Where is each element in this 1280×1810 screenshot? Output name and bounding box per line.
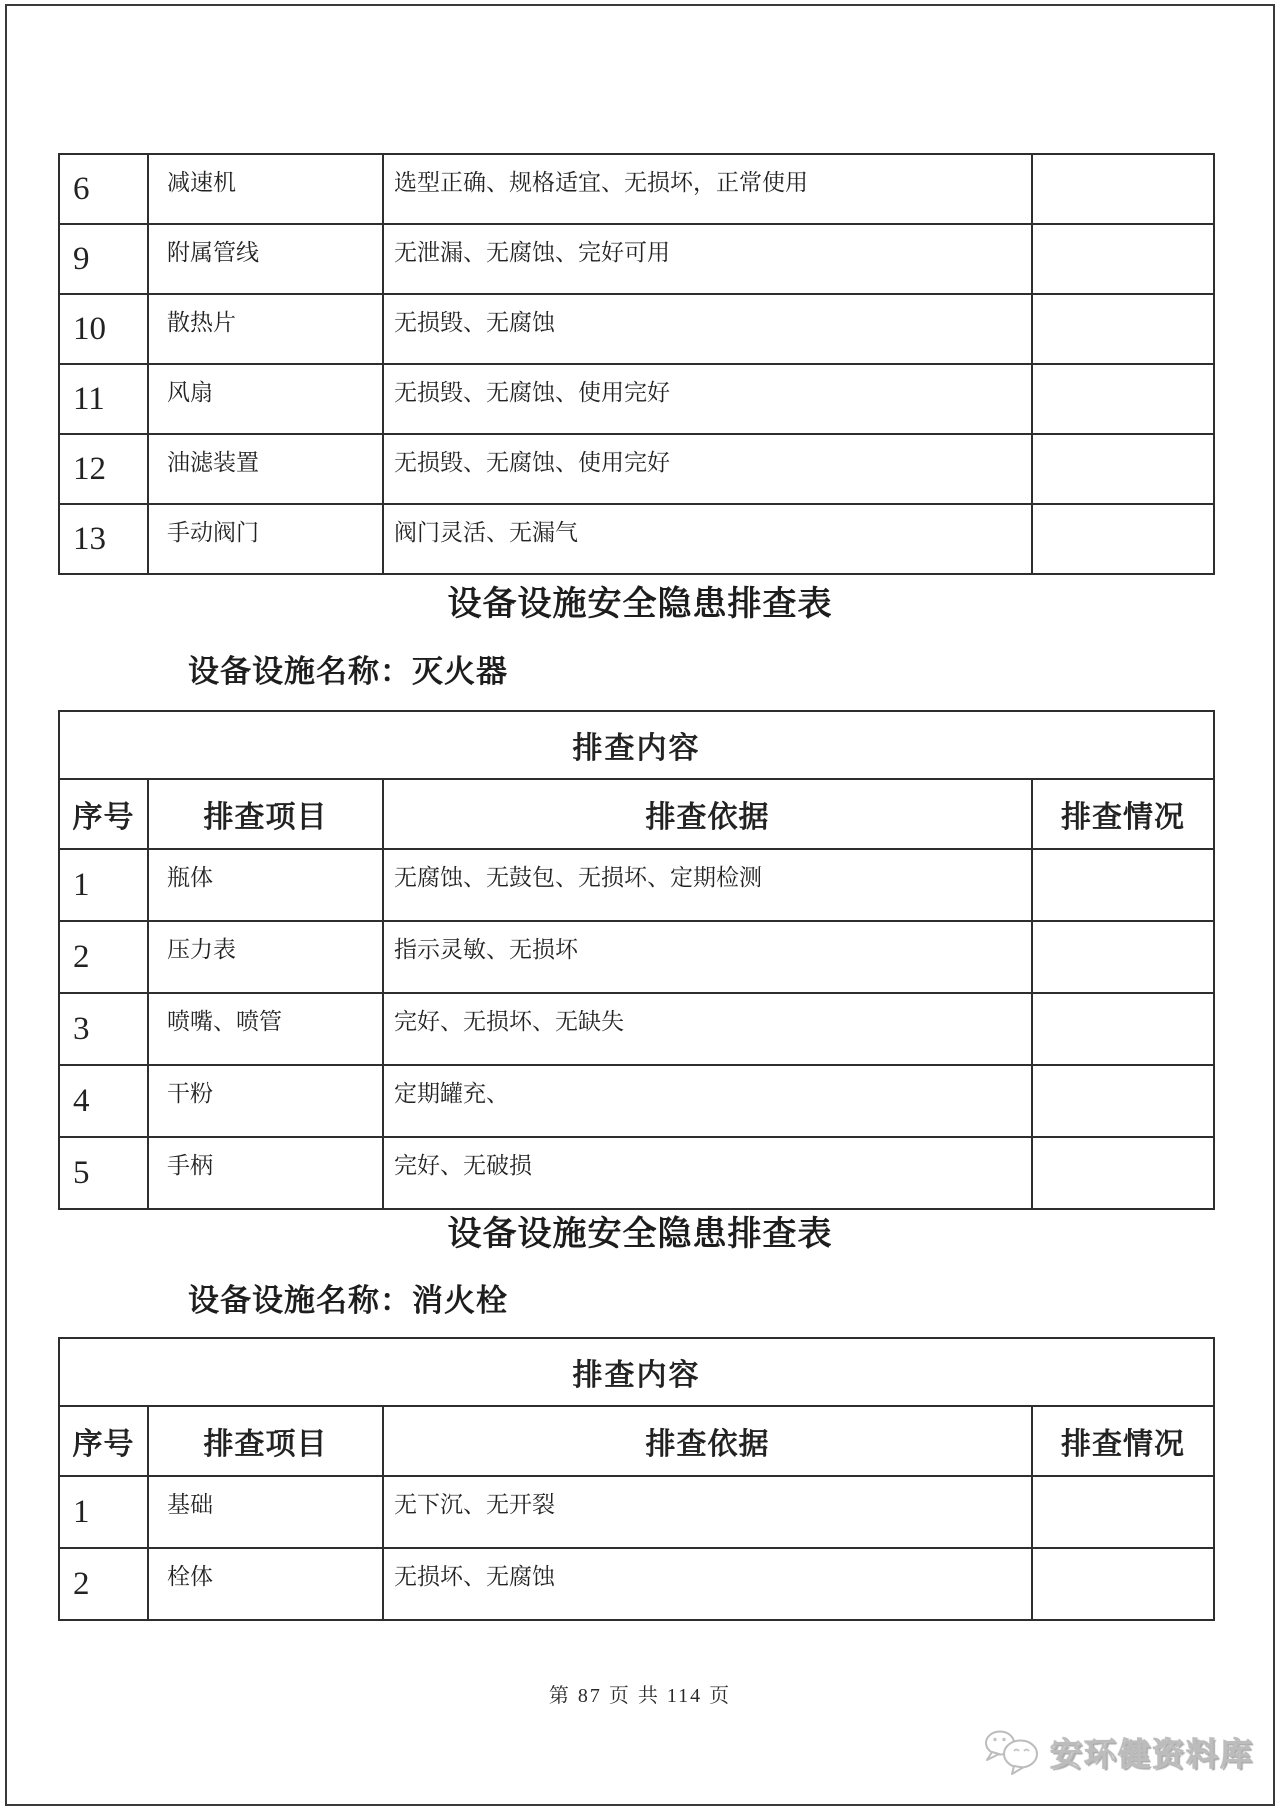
cell-item: 风扇 — [148, 364, 383, 434]
cell-criteria: 无腐蚀、无鼓包、无损坏、定期检测 — [383, 849, 1032, 921]
cell-num: 13 — [59, 504, 148, 574]
table-row — [59, 849, 1214, 921]
table-row — [59, 993, 1214, 1065]
cell-num: 9 — [59, 224, 148, 294]
cell-status — [1032, 1065, 1214, 1137]
table-row — [59, 504, 1214, 574]
cell-status — [1032, 294, 1214, 364]
cell-criteria: 无损毁、无腐蚀、使用完好 — [383, 364, 1032, 434]
cell-status — [1032, 504, 1214, 574]
cell-num: 12 — [59, 434, 148, 504]
cell-num: 6 — [59, 154, 148, 224]
extinguisher-inspection-table — [58, 710, 1215, 1210]
cell-status — [1032, 1476, 1214, 1548]
cell-criteria: 选型正确、规格适宜、无损坏，正常使用 — [383, 154, 1032, 224]
table-banner-row — [59, 1338, 1214, 1406]
cell-num: 4 — [59, 1065, 148, 1137]
cell-criteria: 无损坏、无腐蚀 — [383, 1548, 1032, 1620]
cell-status — [1032, 224, 1214, 294]
table-row — [59, 1137, 1214, 1209]
header-seq-no: 序号 — [59, 779, 148, 849]
header-inspect-item: 排查项目 — [148, 1406, 383, 1476]
cell-criteria: 完好、无破损 — [383, 1137, 1032, 1209]
cell-num: 11 — [59, 364, 148, 434]
inspection-table-continued — [58, 153, 1215, 575]
cell-num: 3 — [59, 993, 148, 1065]
banner-inspection-content: 排查内容 — [59, 1338, 1214, 1406]
cell-status — [1032, 1548, 1214, 1620]
cell-criteria: 无泄漏、无腐蚀、完好可用 — [383, 224, 1032, 294]
cell-num: 5 — [59, 1137, 148, 1209]
cell-criteria: 完好、无损坏、无缺失 — [383, 993, 1032, 1065]
cell-status — [1032, 849, 1214, 921]
cell-criteria: 阀门灵活、无漏气 — [383, 504, 1032, 574]
brand-watermark — [983, 1729, 1254, 1775]
table-row — [59, 154, 1214, 224]
equipment-name-extinguisher: 设备设施名称：灭火器 — [188, 654, 508, 689]
cell-item: 附属管线 — [148, 224, 383, 294]
cell-criteria: 定期罐充、 — [383, 1065, 1032, 1137]
header-inspect-item: 排查项目 — [148, 779, 383, 849]
cell-item: 散热片 — [148, 294, 383, 364]
cell-item: 手动阀门 — [148, 504, 383, 574]
cell-criteria: 无损毁、无腐蚀、使用完好 — [383, 434, 1032, 504]
cell-num: 2 — [59, 921, 148, 993]
table-row — [59, 1548, 1214, 1620]
page-number: 第 87 页 共 114 页 — [548, 1685, 732, 1707]
table-header-row — [59, 779, 1214, 849]
cell-num: 1 — [59, 1476, 148, 1548]
cell-item: 干粉 — [148, 1065, 383, 1137]
table-row — [59, 434, 1214, 504]
cell-status — [1032, 993, 1214, 1065]
header-inspect-status: 排查情况 — [1032, 779, 1214, 849]
cell-num: 1 — [59, 849, 148, 921]
cell-criteria: 指示灵敏、无损坏 — [383, 921, 1032, 993]
cell-item: 喷嘴、喷管 — [148, 993, 383, 1065]
table-row — [59, 294, 1214, 364]
cell-item: 手柄 — [148, 1137, 383, 1209]
header-inspect-basis: 排查依据 — [383, 1406, 1032, 1476]
table-row — [59, 364, 1214, 434]
banner-inspection-content: 排查内容 — [59, 711, 1214, 779]
cell-status — [1032, 921, 1214, 993]
cell-criteria: 无损毁、无腐蚀 — [383, 294, 1032, 364]
table-row — [59, 921, 1214, 993]
equipment-name-hydrant: 设备设施名称：消火栓 — [188, 1283, 508, 1318]
cell-num: 2 — [59, 1548, 148, 1620]
cell-status — [1032, 1137, 1214, 1209]
cell-num: 10 — [59, 294, 148, 364]
header-inspect-status: 排查情况 — [1032, 1406, 1214, 1476]
section-title-hydrant: 设备设施安全隐患排查表 — [447, 1216, 833, 1253]
cell-item: 油滤装置 — [148, 434, 383, 504]
wechat-chat-bubbles-icon — [983, 1729, 1043, 1775]
cell-item: 基础 — [148, 1476, 383, 1548]
cell-criteria: 无下沉、无开裂 — [383, 1476, 1032, 1548]
cell-item: 压力表 — [148, 921, 383, 993]
table-row — [59, 224, 1214, 294]
table-banner-row — [59, 711, 1214, 779]
header-inspect-basis: 排查依据 — [383, 779, 1032, 849]
table-row — [59, 1476, 1214, 1548]
brand-name: 安环健资料库 — [1050, 1736, 1255, 1772]
cell-item: 减速机 — [148, 154, 383, 224]
cell-item: 栓体 — [148, 1548, 383, 1620]
cell-status — [1032, 434, 1214, 504]
table-row — [59, 1065, 1214, 1137]
hydrant-inspection-table — [58, 1337, 1215, 1621]
cell-status — [1032, 364, 1214, 434]
section-title-extinguisher: 设备设施安全隐患排查表 — [447, 586, 833, 623]
cell-status — [1032, 154, 1214, 224]
cell-item: 瓶体 — [148, 849, 383, 921]
header-seq-no: 序号 — [59, 1406, 148, 1476]
table-header-row — [59, 1406, 1214, 1476]
